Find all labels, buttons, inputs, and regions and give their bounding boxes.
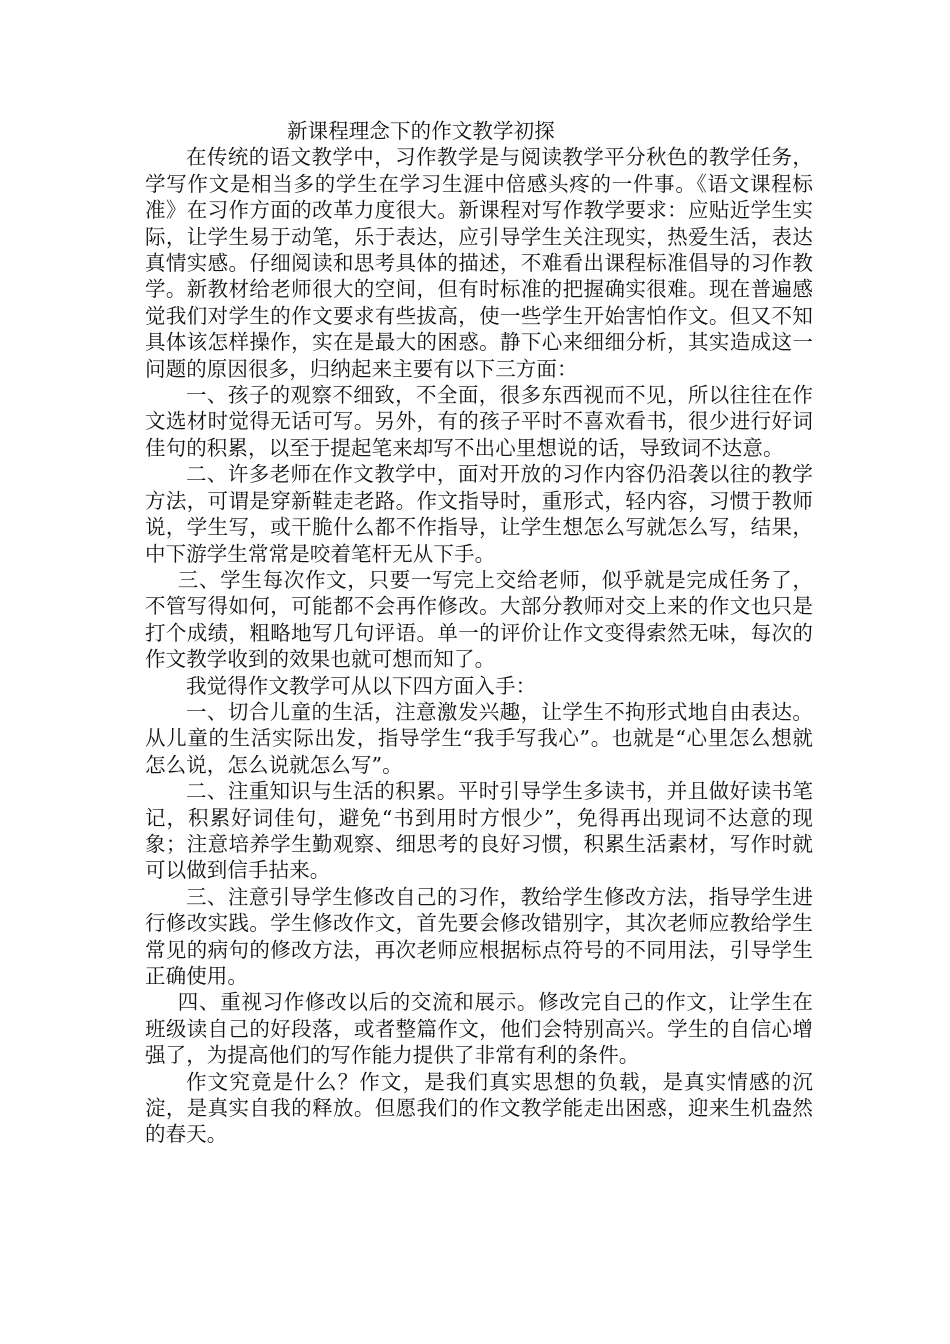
paragraph-intro: 在传统的语文教学中，习作教学是与阅读教学平分秋色的教学任务，学写作文是相当多的学生在学习生涯中倍感头疼的一件事。《语文课程标准》在习作方面的改革力度很大。新课程对写作教学要求：应贴近学生实际，让学生易于动笔，乐于表达，应引导学生关注现实，热爱生活，表达真情实感。仔细阅读和思考具体的描述，不难看出课程标准倡导的习作教学。新教材给老师很大的空间，但有时标准的把握确实很难。现在普遍感觉我们对学生的作文要求有些拔高，使一些学生开始害怕作文。但又不知具体该怎样操作，实在是最大的困惑。静下心来细细分析，其实造成这一问题的原因很多，归纳起来主要有以下三方面： — [145, 145, 813, 381]
paragraph-conclusion: 作文究竟是什么？作文，是我们真实思想的负载，是真实情感的沉淀，是真实自我的释放。但愿我们的作文教学能走出困惑，迎来生机盎然的春天。 — [145, 1069, 813, 1147]
paragraph-approach-3: 三、注意引导学生修改自己的习作，教给学生修改方法，指导学生进行修改实践。学生修改作文，首先要会修改错别字，其次老师应教给学生常见的病句的修改方法，再次老师应根据标点符号的不同用法，引导学生正确使用。 — [145, 884, 813, 988]
paragraph-problem-2: 二、许多老师在作文教学中，面对开放的习作内容仍沿袭以往的教学方法，可谓是穿新鞋走老路。作文指导时，重形式，轻内容，习惯于教师说，学生写，或干脆什么都不作指导，让学生想怎么写就怎么写，结果，中下游学生常常是咬着笔杆无从下手。 — [145, 462, 813, 566]
paragraph-problem-1: 一、孩子的观察不细致，不全面，很多东西视而不见，所以往往在作文选材时觉得无话可写。另外，有的孩子平时不喜欢看书，很少进行好词佳句的积累，以至于提起笔来却写不出心里想说的话，导致词不达意。 — [145, 383, 813, 460]
paragraph-approach-intro: 我觉得作文教学可从以下四方面入手： — [186, 673, 537, 698]
document-page — [145, 118, 813, 1148]
document-title: 新课程理念下的作文教学初探 — [287, 119, 555, 143]
paragraph-approach-4: 四、重视习作修改以后的交流和展示。修改完自己的作文，让学生在班级读自己的好段落，或者整篇作文，他们会特别高兴。学生的自信心增强了，为提高他们的写作能力提供了非常有利的条件。 — [145, 990, 813, 1068]
paragraph-problem-3: 三、学生每次作文，只要一写完上交给老师，似乎就是完成任务了，不管写得如何，可能都不会再作修改。大部分教师对交上来的作文也只是打个成绩，粗略地写几句评语。单一的评价让作文变得索然无味，每次的作文教学收到的效果也就可想而知了。 — [145, 567, 813, 672]
paragraph-approach-2: 二、注重知识与生活的积累。平时引导学生多读书，并且做好读书笔记，积累好词佳句，避免“书到用时方恨少”，免得再出现词不达意的现象；注意培养学生勤观察、细思考的良好习惯，积累生活素材，写作时就可以做到信手拈来。 — [145, 779, 813, 883]
paragraph-approach-1: 一、切合儿童的生活，注意激发兴趣，让学生不拘形式地自由表达。从儿童的生活实际出发，指导学生“我手写我心”。也就是“心里怎么想就怎么说，怎么说就怎么写”。 — [145, 699, 813, 777]
